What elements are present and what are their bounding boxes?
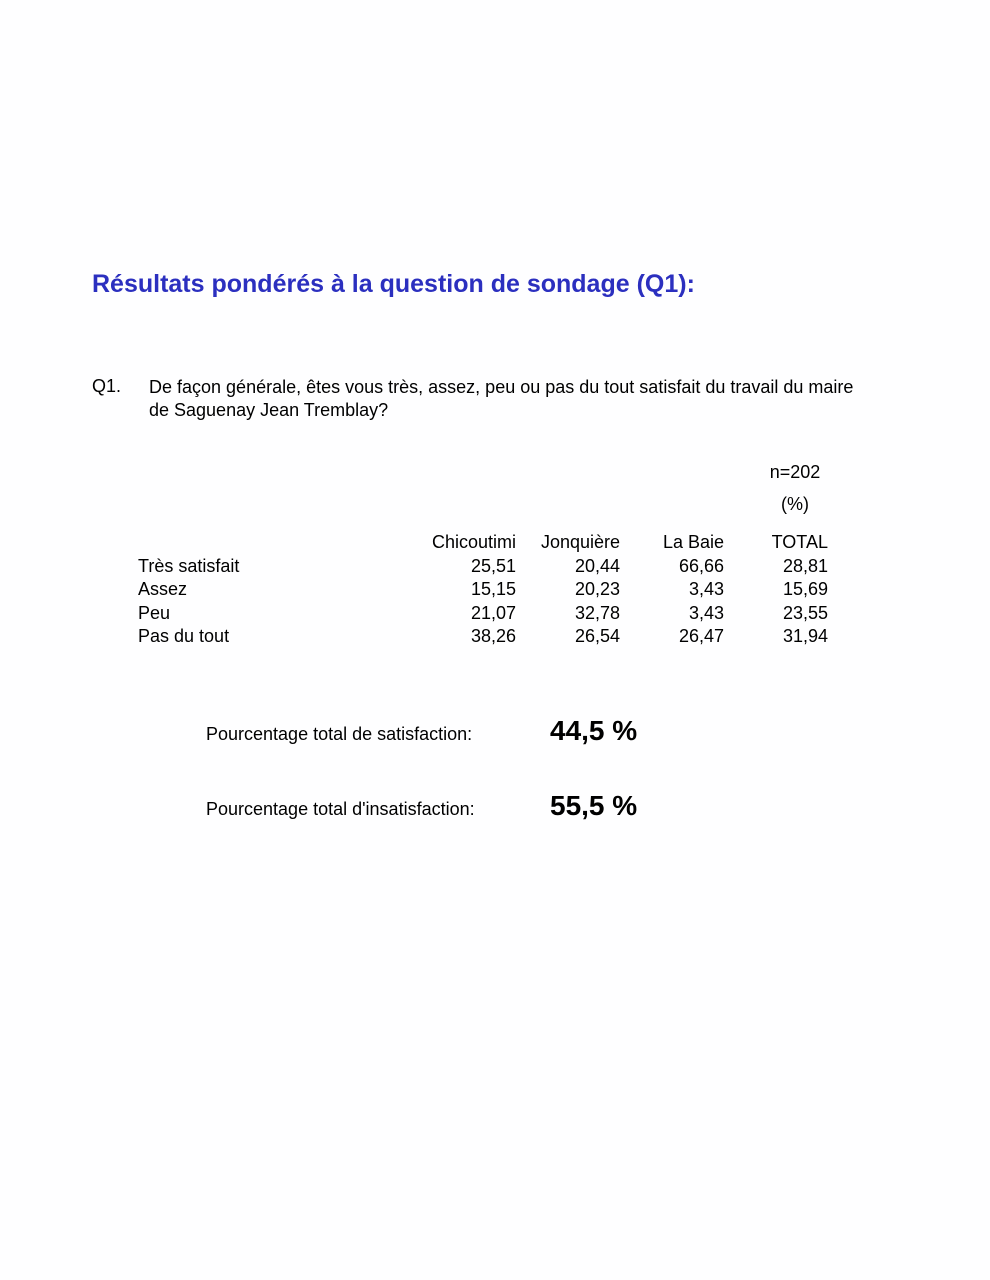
table-row [138,555,828,579]
insatisfaction-label: Pourcentage total d'insatisfaction: [206,799,475,819]
table-cell: 38,26 [470,626,516,646]
table-cell: 3,43 [688,602,724,623]
table-header-empty [138,531,408,555]
row-label: Peu [138,602,171,623]
page-title: Résultats pondérés à la question de sondage (Q1): [92,270,695,298]
table-cell: 32,78 [574,602,620,623]
table-cell: 23,55 [782,602,828,623]
table-cell: 15,15 [470,579,516,599]
table-cell: 26,54 [574,626,620,646]
question-number: Q1. [92,376,122,396]
satisfaction-value: 44,5 % [550,715,638,746]
table-row [138,625,828,649]
row-label: Très satisfait [138,555,240,576]
table-row [138,602,828,626]
table-cell: 20,23 [574,579,620,599]
column-header-jonquiere: Jonquière [540,532,620,552]
sample-size-label: n=202 [769,462,821,482]
column-header-la-baie: La Baie [662,532,724,552]
insatisfaction-value: 55,5 % [550,790,638,821]
question-text: De façon générale, êtes vous très, assez, peu ou pas du tout satisfait du travail du maire de Saguenay Jean Tremblay? [149,377,854,420]
row-label: Assez [138,579,188,599]
table-cell: 66,66 [678,555,724,576]
column-header-chicoutimi: Chicoutimi [431,532,516,552]
satisfaction-label: Pourcentage total de satisfaction: [206,724,473,744]
results-table [138,531,828,649]
table-cell: 31,94 [782,626,828,646]
table-cell: 21,07 [470,602,516,623]
table-cell: 26,47 [678,626,724,646]
table-cell: 28,81 [782,555,828,576]
row-label: Pas du tout [138,626,230,646]
unit-label: (%) [781,494,809,514]
table-row [138,578,828,602]
table-cell: 20,44 [574,555,620,576]
table-cell: 3,43 [688,579,724,599]
table-cell: 25,51 [470,555,516,576]
column-header-total: TOTAL [771,532,828,552]
table-cell: 15,69 [782,579,828,599]
table-header-row [138,531,828,555]
